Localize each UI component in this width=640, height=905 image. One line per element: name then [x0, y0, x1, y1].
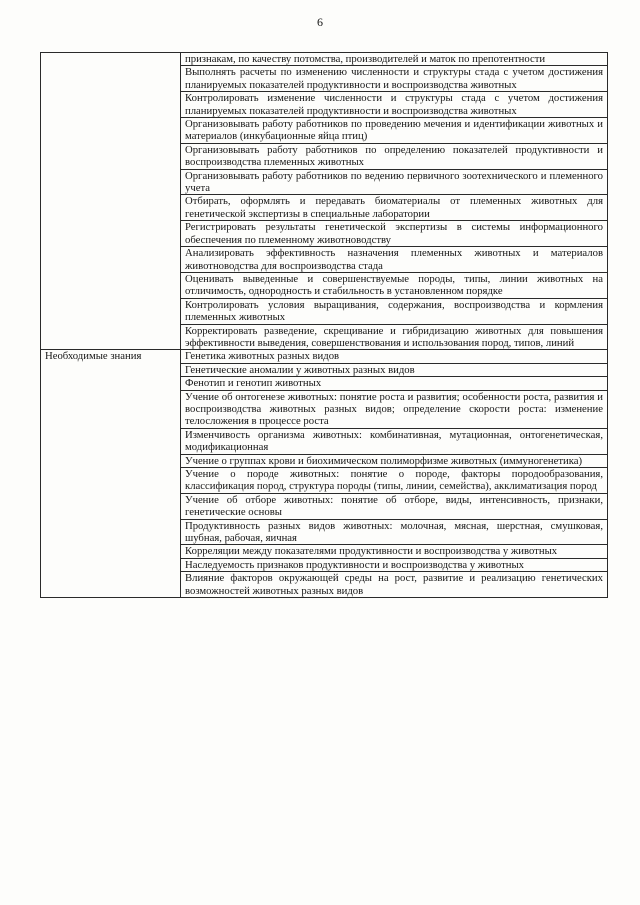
knowledge-row [41, 350, 608, 363]
knowledge-cell [181, 377, 608, 390]
knowledge-text: Корреляции между показателями продуктивности и воспроизводства у животных [185, 545, 558, 558]
knowledge-cell [181, 558, 608, 571]
skill-text: Оценивать выведенные и совершенствуемые породы, типы, линии животных на отличимость, однородность и стабильность в установленном порядке [185, 272, 603, 298]
knowledge-cell [181, 428, 608, 454]
knowledge-cell [181, 350, 608, 363]
skill-cell [181, 53, 608, 66]
skill-cell [181, 169, 608, 195]
skill-cell [181, 298, 608, 324]
knowledge-cell [181, 493, 608, 519]
knowledge-cell [181, 363, 608, 376]
skill-text: Анализировать эффективность назначения племенных животных и материалов животноводства для воспроизводства стада [185, 247, 603, 272]
skill-row [41, 53, 608, 66]
knowledge-text: Учение об отборе животных: понятие об отборе, виды, интенсивность, признаки, генетические основы [185, 493, 603, 519]
skill-text: Выполнять расчеты по изменению численности и структуры стада с учетом достижения планируемых показателей продуктивности и воспроизводства животных [185, 66, 603, 91]
skill-text: Организовывать работу работников по ведению первичного зоотехнического и племенного учета [185, 169, 603, 195]
skill-text: Организовывать работу работников по определению показателей продуктивности и воспроизводства племенных животных [185, 143, 603, 169]
knowledge-text: Учение о группах крови и биохимическом полиморфизме животных (иммуногенетика) [185, 454, 583, 467]
skill-text: Регистрировать результаты генетической экспертизы в системы информационного обеспечения по племенному животноводству [185, 221, 603, 246]
competency-table-body [41, 53, 608, 598]
knowledge-section-label: Необходимые знания [45, 350, 142, 363]
skill-cell [181, 247, 608, 273]
knowledge-text: Продуктивность разных видов животных: молочная, мясная, шерстная, смушковая, шубная, рабочая, яичная [185, 519, 603, 545]
knowledge-text: Генетика животных разных видов [185, 350, 340, 363]
knowledge-cell [181, 519, 608, 545]
knowledge-text: Генетические аномалии у животных разных видов [185, 363, 415, 376]
knowledge-cell [181, 390, 608, 428]
skill-text: признакам, по качеству потомства, производителей и маток по препотентности [185, 53, 546, 65]
knowledge-text: Изменчивость организма животных: комбинативная, мутационная, онтогенетическая, модификационная [185, 428, 603, 454]
knowledge-text: Наследуемость признаков продуктивности и воспроизводства у животных [185, 558, 524, 571]
knowledge-text: Учение об онтогенезе животных: понятие роста и развития; особенности роста, развития и воспроизводства животных разных видов; определение скорости роста: изменение телосложения в процессе роста [185, 390, 603, 428]
knowledge-text: Фенотип и генотип животных [185, 377, 322, 390]
page-number: 6 [317, 15, 323, 29]
skill-cell [181, 143, 608, 169]
skill-text: Отбирать, оформлять и передавать биоматериалы от племенных животных для генетической экспертизы в специальные лаборатории [185, 195, 603, 220]
skill-cell [181, 195, 608, 221]
skill-cell [181, 118, 608, 144]
skill-text: Контролировать условия выращивания, содержания, воспроизводства и кормления племенных животных [185, 298, 603, 324]
knowledge-cell [181, 454, 608, 467]
skill-cell [181, 272, 608, 298]
knowledge-label-cell [41, 350, 181, 598]
skill-text: Организовывать работу работников по проведению мечения и идентификации животных и материалов (инкубационные яйца птиц) [185, 118, 603, 143]
knowledge-text: Влияние факторов окружающей среды на рост, развитие и реализацию генетических возможностей животных разных видов [185, 572, 603, 597]
skill-cell [181, 324, 608, 350]
skill-cell [181, 221, 608, 247]
knowledge-cell [181, 545, 608, 558]
skill-text: Контролировать изменение численности и структуры стада с учетом достижения планируемых показателей продуктивности и воспроизводства животных [185, 92, 603, 117]
knowledge-text: Учение о породе животных: понятие о породе, факторы породообразования, классификация пород, структура породы (типы, линии, семейства), акклиматизация пород [185, 468, 603, 493]
skill-cell [181, 66, 608, 92]
skill-text: Корректировать разведение, скрещивание и гибридизацию животных для повышения эффективности выведения, совершенствования и использования пород, типов, линий [185, 324, 603, 349]
competency-table [40, 52, 608, 598]
knowledge-cell [181, 468, 608, 494]
skills-label-cell [41, 53, 181, 350]
knowledge-cell [181, 572, 608, 598]
skill-cell [181, 92, 608, 118]
